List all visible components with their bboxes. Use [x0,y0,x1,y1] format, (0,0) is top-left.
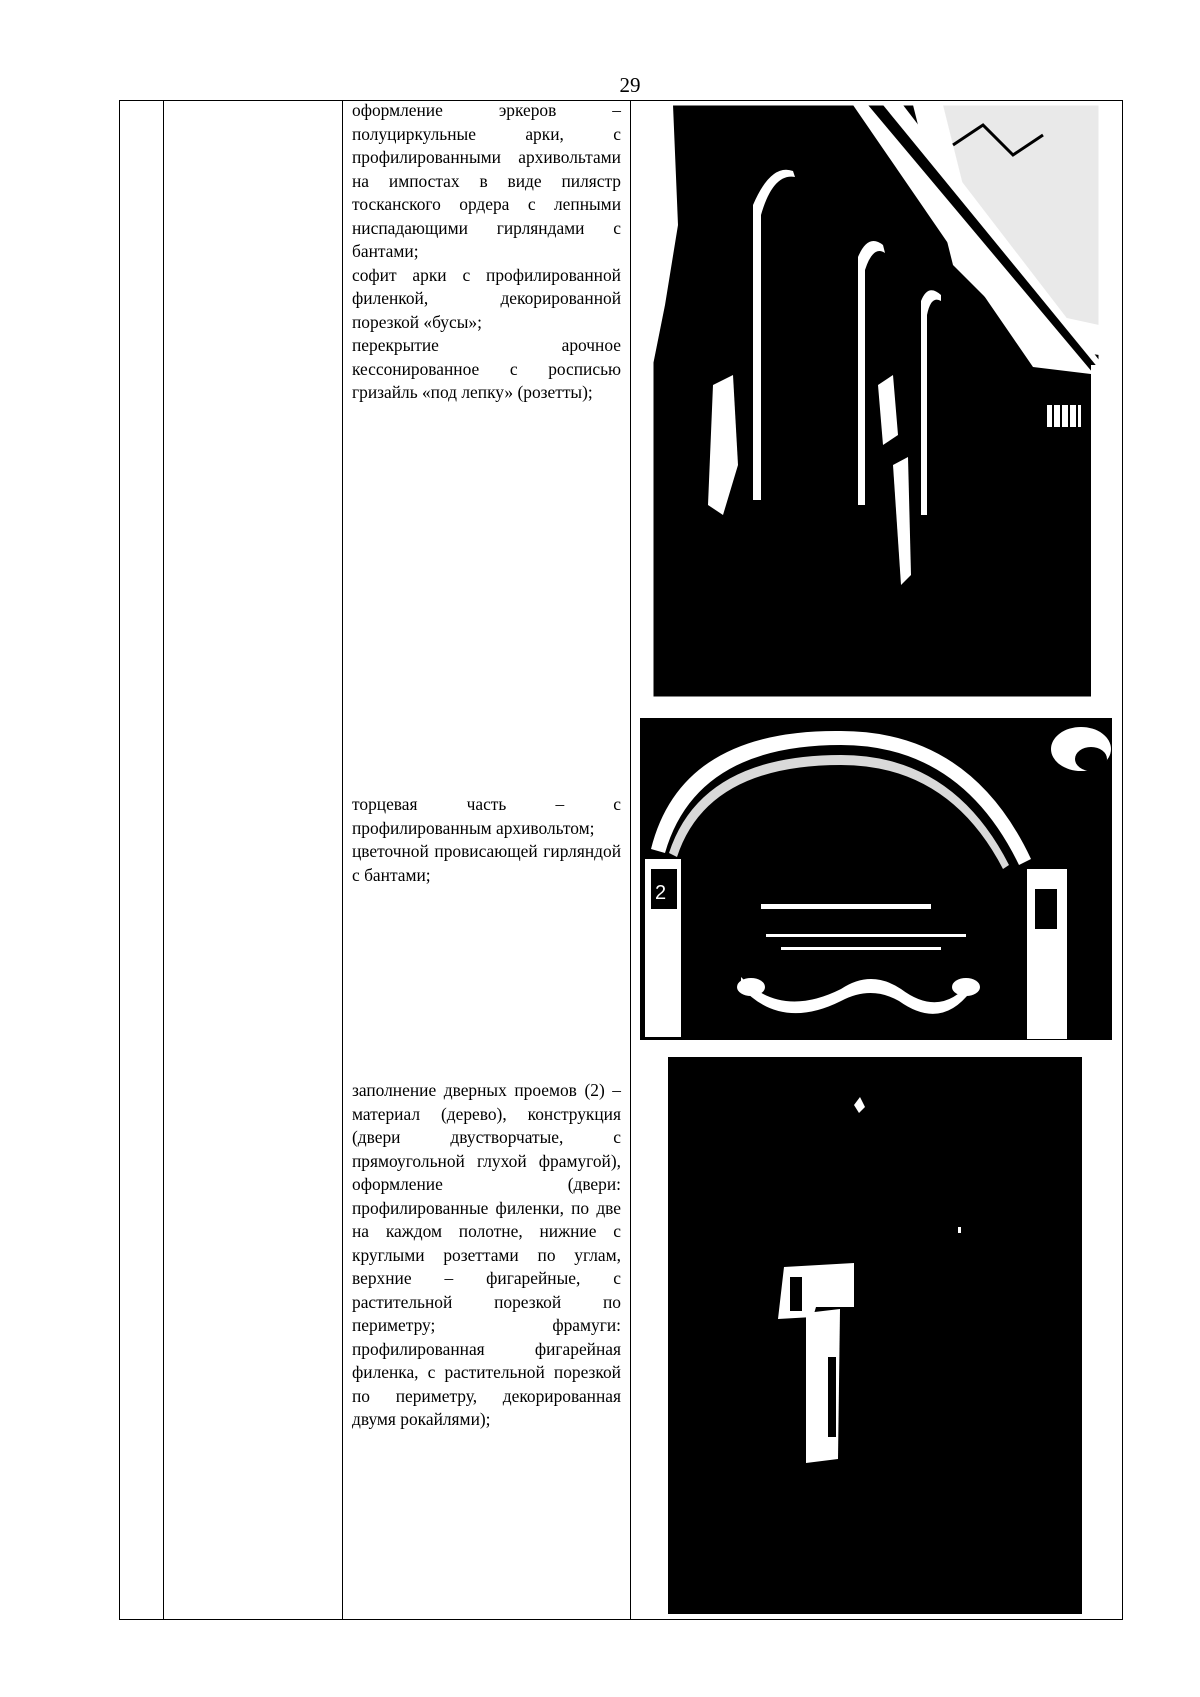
photo-arched-bay-ceiling-image [653,105,1099,697]
column-divider-1 [163,101,164,1619]
photo-arch-end-with-garland-image [641,719,1111,1039]
column-divider-2 [342,101,343,1619]
description-arch-end: торцевая часть – с профилированным архивольтом; цветочной провисающей гирляндой с бантами; [352,794,621,885]
description-doors: заполнение дверных проемов (2) – материал (дерево), конструкция (двери двустворчатые, с прямоугольной глухой фрамугой), оформление (двери: профилированные филенки, по две на каждом полотне, нижние с круглыми розеттами по углам, верхние – фигарейные, с растительной порезкой по периметру; фрамуги: профилированная фигарейная филенка, с растительной порезкой по периметру, декорированная двумя рокайлями); [352,1080,621,1429]
column-divider-3 [630,101,631,1619]
photo-double-door [668,1057,1082,1614]
page-number: 29 [619,73,641,97]
monument-description-table [119,100,1123,1620]
photo-arched-bay-ceiling [653,105,1099,697]
photo-double-door-image [668,1057,1082,1614]
description-bay-arches: оформление эркеров – полуциркульные арки, с профилированными архивольтами на импостах в виде пилястр тосканского ордера с лепными ниспадающими гирляндами с бантами; софит арки с профилированной филенкой, декорированной порезкой «бусы»; перекрытие арочное кессонированное с росписью гризайль «под лепку» (розетты); [352,100,621,402]
photo-arch-end-with-garland [640,718,1112,1040]
svg-text:2: 2 [655,882,667,904]
